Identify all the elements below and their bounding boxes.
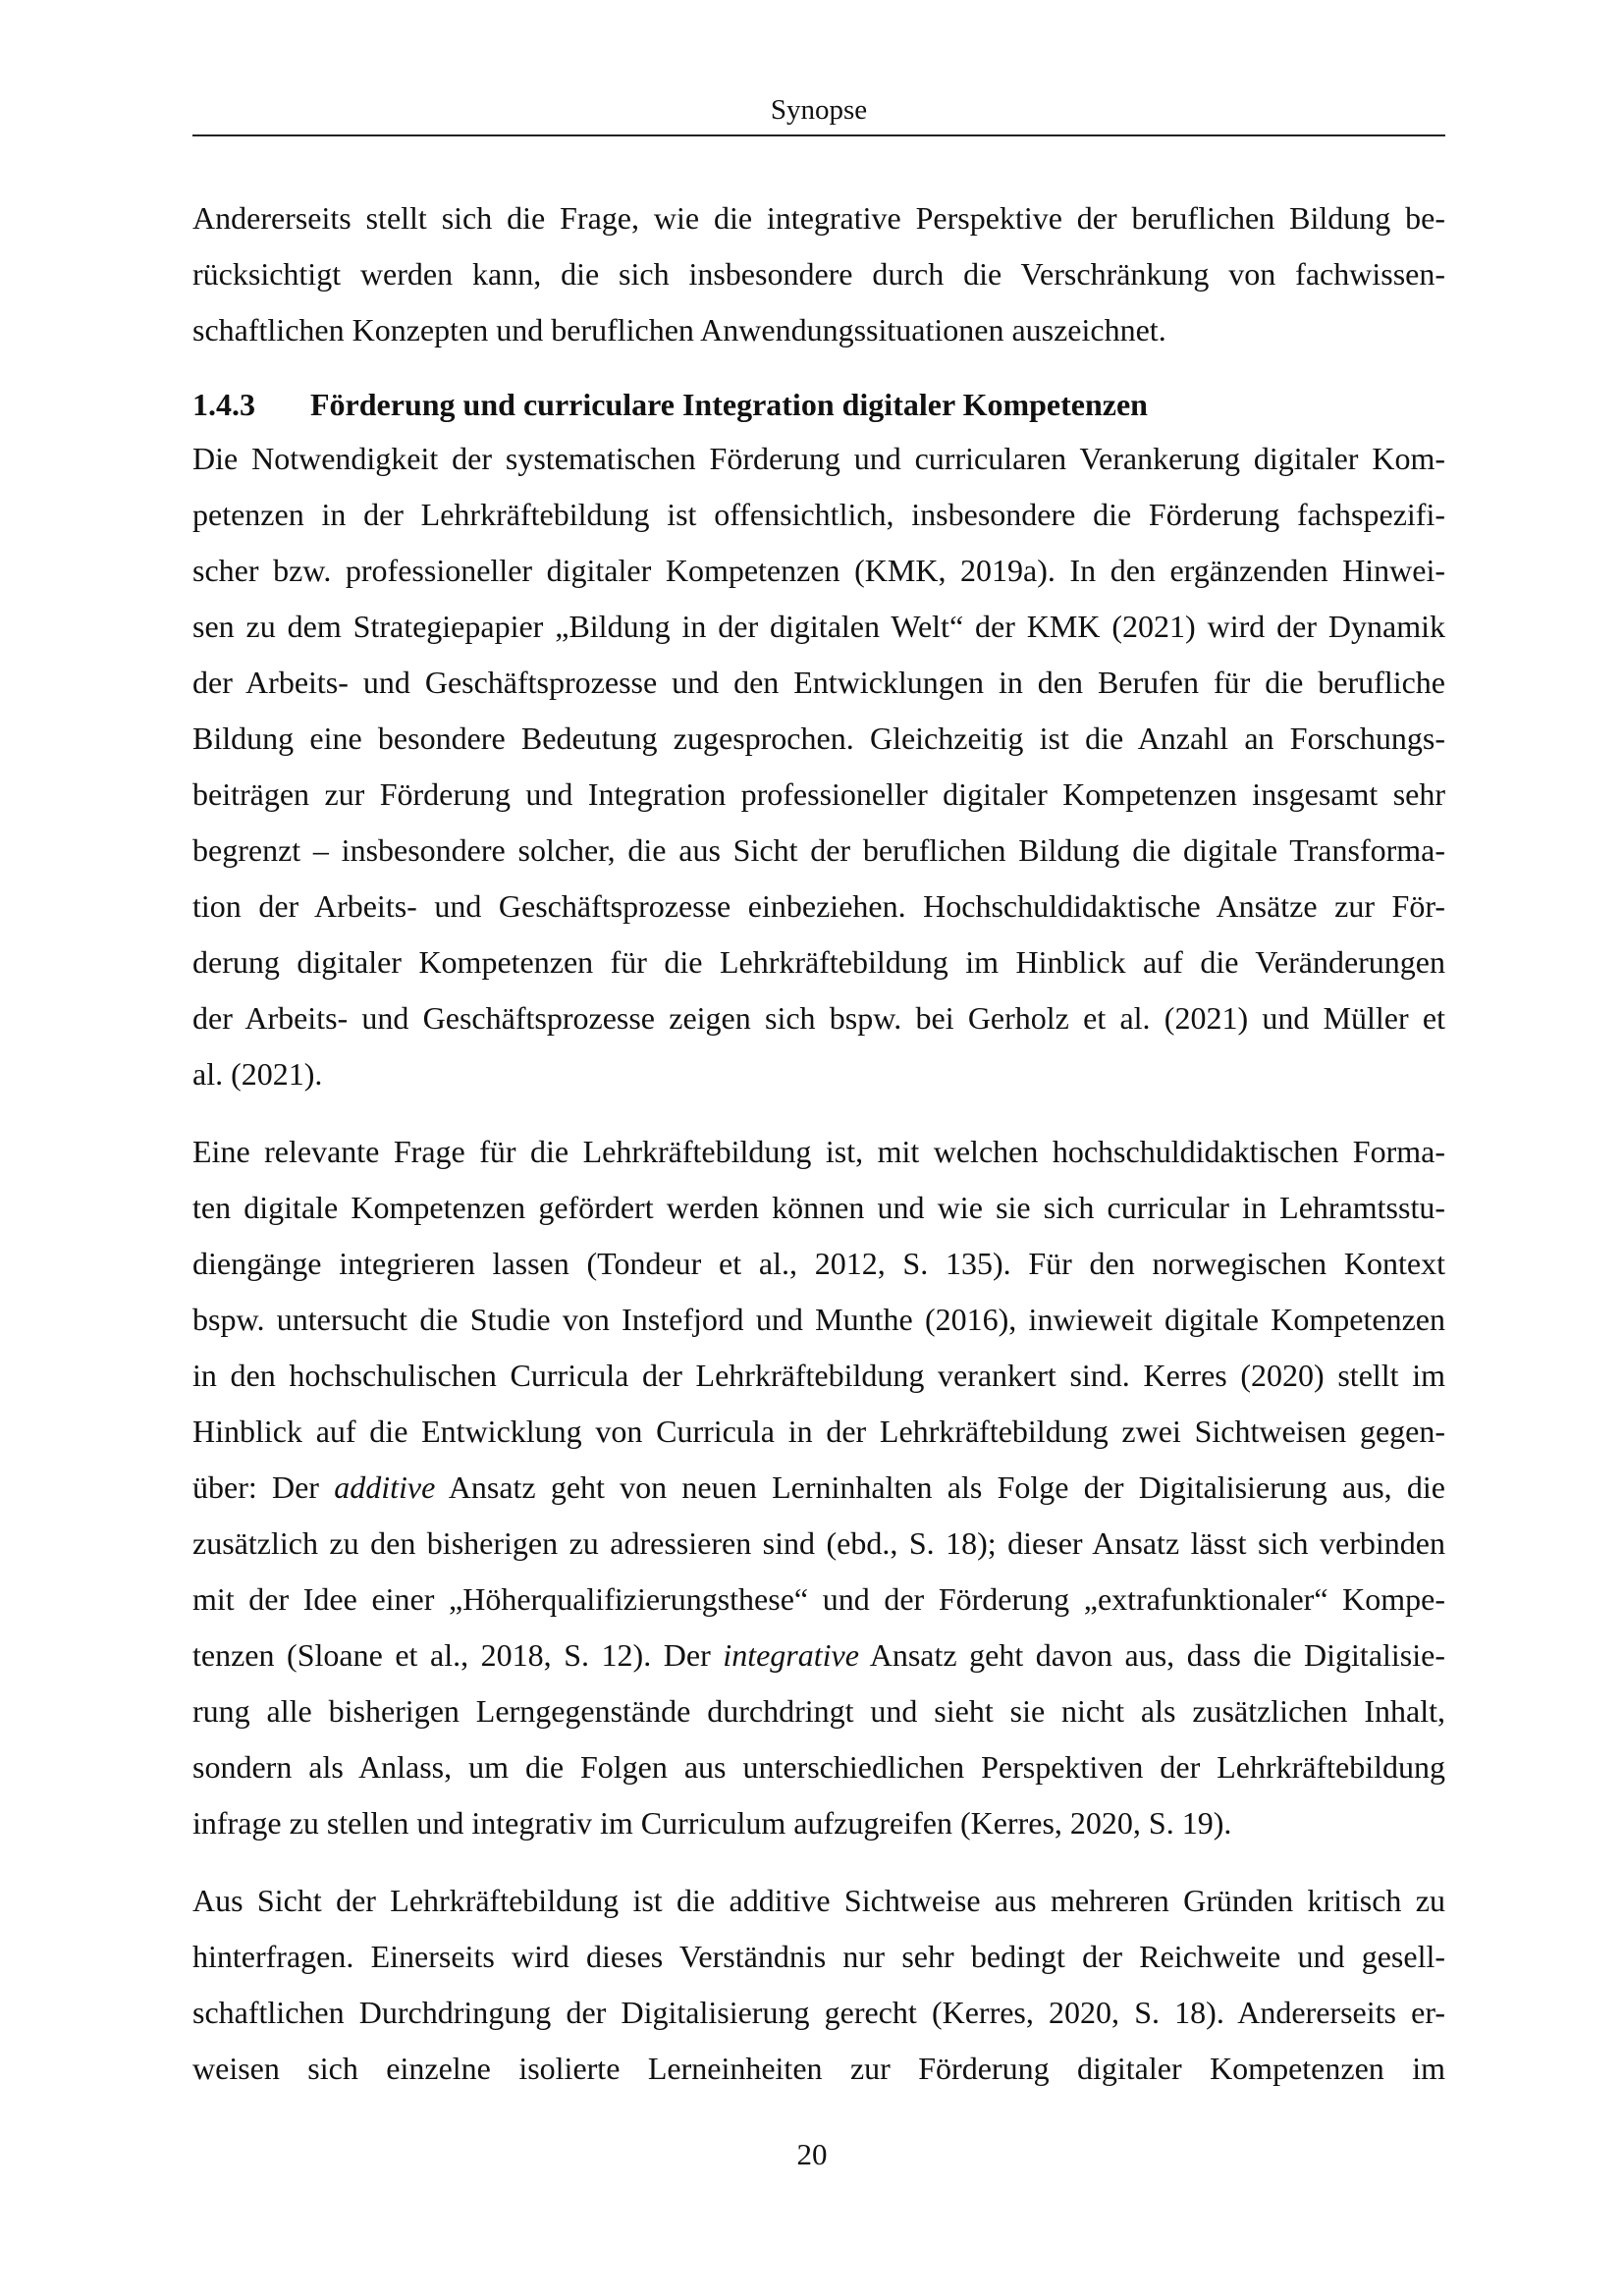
text-line: Eine relevante Frage für die Lehrkräftebildung ist, mit welchen hochschuldidaktischen Forma- bbox=[192, 1134, 1445, 1169]
italic-term: integrative bbox=[723, 1637, 859, 1673]
running-header bbox=[192, 92, 1445, 136]
text-line: begrenzt – insbesondere solcher, die aus Sicht der beruflichen Bildung die digitale Transforma- bbox=[192, 832, 1445, 868]
text-line: sen zu dem Strategiepapier „Bildung in der digitalen Welt“ der KMK (2021) wird der Dynamik bbox=[192, 609, 1445, 644]
text-line: petenzen in der Lehrkräftebildung ist offensichtlich, insbesondere die Förderung fachspezifi- bbox=[192, 497, 1445, 532]
paragraph bbox=[192, 1124, 1445, 1851]
text-line: bspw. untersucht die Studie von Instefjord und Munthe (2016), inwieweit digitale Kompetenzen bbox=[192, 1302, 1445, 1337]
text-line: sondern als Anlass, um die Folgen aus unterschiedlichen Perspektiven der Lehrkräftebildung bbox=[192, 1749, 1445, 1785]
text-line: der Arbeits- und Geschäftsprozesse zeigen sich bspw. bei Gerholz et al. (2021) und Müller et bbox=[192, 1000, 1445, 1036]
page-body bbox=[192, 190, 1445, 2097]
text-line: rung alle bisherigen Lerngegenstände durchdringt und sieht sie nicht als zusätzlichen Inhalt, bbox=[192, 1693, 1445, 1729]
section-heading bbox=[192, 382, 1445, 427]
text-line: mit der Idee einer „Höherqualifizierungsthese“ und der Förderung „extrafunktionaler“ Kompe- bbox=[192, 1581, 1445, 1617]
text-line: diengänge integrieren lassen (Tondeur et al., 2012, S. 135). Für den norwegischen Kontext bbox=[192, 1246, 1445, 1281]
text-line: Hinblick auf die Entwicklung von Curricula in der Lehrkräftebildung zwei Sichtweisen gegen- bbox=[192, 1414, 1445, 1449]
text-line: hinterfragen. Einerseits wird dieses Verständnis nur sehr bedingt der Reichweite und gesell- bbox=[192, 1939, 1445, 1974]
text-line: ten digitale Kompetenzen gefördert werden können und wie sie sich curricular in Lehramtsstu- bbox=[192, 1190, 1445, 1225]
text-segment: über: Der bbox=[192, 1469, 335, 1505]
text-line: der Arbeits- und Geschäftsprozesse und den Entwicklungen in den Berufen für die berufliche bbox=[192, 665, 1445, 700]
text-line: in den hochschulischen Curricula der Lehrkräftebildung verankert sind. Kerres (2020) stellt im bbox=[192, 1358, 1445, 1393]
paragraph bbox=[192, 190, 1445, 358]
paragraph bbox=[192, 431, 1445, 1102]
paragraph bbox=[192, 1873, 1445, 2097]
text-line bbox=[192, 1460, 1445, 1516]
text-line: schaftlichen Durchdringung der Digitalisierung gerecht (Kerres, 2020, S. 18). Andererseits er- bbox=[192, 1995, 1445, 2030]
text-line: Aus Sicht der Lehrkräftebildung ist die additive Sichtweise aus mehreren Gründen kritisch zu bbox=[192, 1883, 1445, 1918]
text-line: Die Notwendigkeit der systematischen Förderung und curricularen Verankerung digitaler Kom- bbox=[192, 441, 1445, 476]
text-line: weisen sich einzelne isolierte Lerneinheiten zur Förderung digitaler Kompetenzen im bbox=[192, 2051, 1445, 2086]
text-segment: Ansatz geht von neuen Lerninhalten als Folge der Digitalisierung aus, die bbox=[435, 1469, 1446, 1505]
text-line: infrage zu stellen und integrativ im Curriculum aufzugreifen (Kerres, 2020, S. 19). bbox=[192, 1805, 1232, 1841]
text-line: beiträgen zur Förderung und Integration professioneller digitaler Kompetenzen insgesamt sehr bbox=[192, 776, 1445, 812]
page-number: 20 bbox=[796, 2137, 828, 2171]
text-line: al. (2021). bbox=[192, 1056, 323, 1092]
text-line: derung digitaler Kompetenzen für die Lehrkräftebildung im Hinblick auf die Veränderungen bbox=[192, 944, 1445, 980]
text-line: Andererseits stellt sich die Frage, wie die integrative Perspektive der beruflichen Bildung be- bbox=[192, 200, 1445, 236]
text-segment: tenzen (Sloane et al., 2018, S. 12). Der bbox=[192, 1637, 724, 1673]
running-header-title: Synopse bbox=[770, 94, 868, 126]
text-line: rücksichtigt werden kann, die sich insbesondere durch die Verschränkung von fachwissen- bbox=[192, 256, 1445, 292]
text-line bbox=[192, 1628, 1445, 1683]
text-line: tion der Arbeits- und Geschäftsprozesse einbeziehen. Hochschuldidaktische Ansätze zur För- bbox=[192, 888, 1445, 924]
text-line: scher bzw. professioneller digitaler Kompetenzen (KMK, 2019a). In den ergänzenden Hinwei- bbox=[192, 553, 1445, 588]
text-line: Bildung eine besondere Bedeutung zugesprochen. Gleichzeitig ist die Anzahl an Forschungs- bbox=[192, 721, 1445, 756]
text-line: schaftlichen Konzepten und beruflichen Anwendungssituationen auszeichnet. bbox=[192, 312, 1166, 347]
text-segment: Ansatz geht davon aus, dass die Digitalisie- bbox=[858, 1637, 1446, 1673]
section-number: 1.4.3 bbox=[192, 387, 255, 422]
italic-term: additive bbox=[334, 1469, 436, 1505]
text-line: zusätzlich zu den bisherigen zu adressieren sind (ebd., S. 18); dieser Ansatz lässt sich verbinden bbox=[192, 1525, 1445, 1561]
section-title: Förderung und curriculare Integration digitaler Kompetenzen bbox=[310, 387, 1148, 422]
